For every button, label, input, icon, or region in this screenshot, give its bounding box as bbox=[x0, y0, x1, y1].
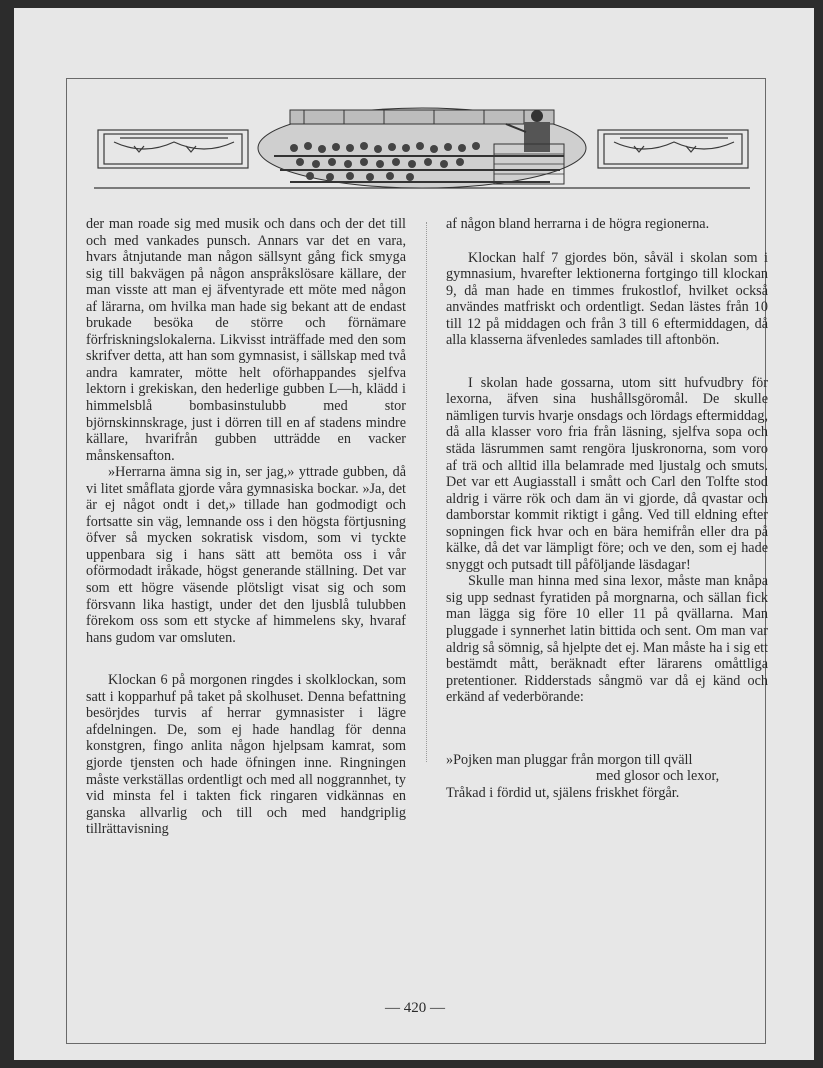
paragraph: der man roade sig med musik och dans och der det till och med vankades punsch. Annars var det en vara, hvars åtnjutande man någon sällsynt gång fick smyga sig till bakvägen på någon anspråkslösare källare, der man visste att man ej äfventyrade ett möte med någon af lärarna, om hvilka man hade sig bekant att de endast brukade besöka de större och förnämare förfriskningslokalerna. Likvisst inträffade med den som skrifver detta, att han som gymnasist, i sällskap med två andra kamrater, mötte helt oförhappandes sjelfva lektorn i grekiskan, den hederlige gubben L—h, klädd i himmelsblå bombasinstulubb med stor björnskinnskrage, just i dörren till en af stadens mindre källare, hvarifrån gubben utträdde en vacker månskensafton. bbox=[86, 216, 406, 464]
column-divider bbox=[426, 222, 427, 762]
verse-line: med glosor och lexor, bbox=[596, 768, 720, 785]
verse-line: »Pojken man pluggar från morgon till qväll bbox=[446, 751, 693, 768]
paragraph: af någon bland herrarna i de högra regionerna. bbox=[446, 216, 710, 232]
paragraph: Klockan 6 på morgonen ringdes i skolklockan, som satt i kopparhuf på taket på skolhuset. Denna befattning besörjdes turvis af herrar gymnasister i lägre afdelningen. De, som ej hade handlag för denna konstgren, fingo anlita någon hjelpsam kamrat, som gjorde tjensten och hade öfningen inne. Ringningen måste verkställas ordentligt och med all noggrannhet, ty vid minsta fel i takten fick ringaren vidkännas en ganska allvarlig och till och med handgriplig tillrättavisning bbox=[86, 672, 406, 838]
page-number: — 420 — bbox=[385, 1000, 445, 1016]
paragraph: I skolan hade gossarna, utom sitt hufvudbry för lexorna, äfven sina hushållsgöromål. De skulle nämligen turvis hvarje onsdags och lördags eftermiddag, då alla klasser voro fria från läsning, sjelfva sopa och städa läsrummen samt rengöra ljuskronorna, som voro af trä och alltid illa belamrade med ljustalg och smuts. Det var ett Augiasstall i smått och Carl den Tolfte stod aldrig i värre rök och dam än vi gjorde, då qvastar och damborstar kommit riktigt i gång. Ved till eldning efter sopningen fick hvar och en bära hemifrån eller dra på kälke, då det var lämpligt före; och ve den, som ej hade snyggt och putsadt till påföljande läsdagar! bbox=[446, 374, 768, 573]
right-ornament-panel bbox=[598, 130, 748, 168]
paragraph: »Herrarna ämna sig in, ser jag,» yttrade gubben, då vi litet småflata gjorde våra gymnasiska bockar. »Ja, det är ej något ondt i det,» tillade han godmodigt och fortsatte sin väg, lemnande oss i den högsta förtjusning öfver så mycken sokratisk visdom, som vi tyckte uppenbara sig i hans sätt att bemöta oss i vår oförmodadt iråkade, högst generande ställning. Det var som ett högre väsende plötsligt visat sig och som försvann lika hastigt, under det den ljusblå tulubben förekom oss som ett stycke af himmelens sky, hvaraf hans gudom var omsluten. bbox=[86, 464, 406, 646]
classroom-banner-illustration bbox=[94, 104, 750, 190]
classroom-scene bbox=[258, 108, 586, 188]
verse-quote bbox=[446, 752, 768, 802]
verse-line: Tråkad i fördid ut, själens friskhet förgår. bbox=[446, 784, 680, 801]
paragraph: Klockan half 7 gjordes bön, såväl i skolan som i gymnasium, hvarefter lektionerna fortgingo till klockan 9, då man hade en timmes frukostlof, hvilket också användes matfriskt och ordentligt. Sedan lästes från 10 till 12 på middagen och från 3 till 6 eftermiddagen, då alla klasserna äfvenledes samlades till aftonbön. bbox=[446, 249, 768, 349]
left-ornament-panel bbox=[98, 130, 248, 168]
left-column bbox=[86, 216, 406, 838]
right-column bbox=[446, 216, 768, 801]
paragraph: Skulle man hinna med sina lexor, måste man knåpa sig upp sednast fyratiden på morgnarna, och sällan fick man lägga sig före 10 eller 11 på qvällarna. Man pluggade i synnerhet latin bittida och sent. Om man var aldrig så sömnig, så hjelpte det ej. Man måste ha i sig ett bestämdt mått, beräknadt efter lärarens omåttliga pretentioner. Ridderstads sångmö var då ej känd och erkänd af vederbörande: bbox=[446, 573, 768, 706]
